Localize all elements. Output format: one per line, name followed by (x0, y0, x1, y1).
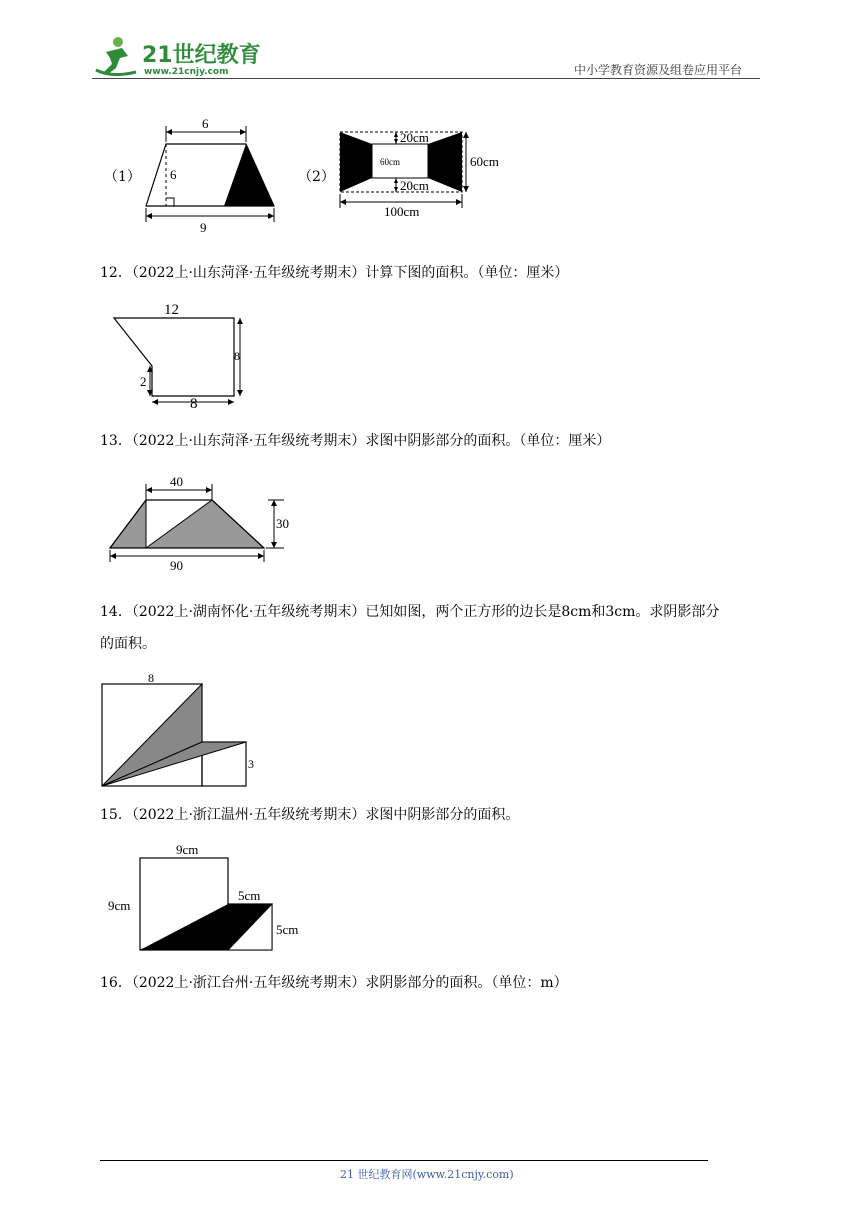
fig11-2-height-label: 60cm (470, 154, 499, 169)
fig11-label-2: （2） (298, 169, 335, 185)
fig11-2-width-label: 100cm (384, 204, 420, 219)
fig11-trapezoid-figure (138, 112, 283, 237)
fig11-2-mid-label: 60cm (380, 157, 400, 167)
fig12-top-label: 12 (164, 302, 179, 318)
header-logo (92, 34, 262, 78)
question-14-line-1: 14．（2022上·湖南怀化·五年级统考期末）已知如图，两个正方形的边长是8cm和3cm。求阴影部分 (100, 604, 720, 620)
fig14-big-label: 8 (148, 671, 154, 685)
fig13-height-label: 30 (276, 516, 289, 531)
fig12-left-label: 2 (140, 374, 147, 389)
logo-main-text: 21世纪教育 (142, 43, 261, 68)
fig11-2-bot-label: 20cm (400, 178, 429, 193)
footer-divider (100, 1160, 708, 1161)
fig12-right-label: 8 (234, 349, 240, 363)
fig15-left-label: 9cm (108, 898, 131, 913)
fig15-small-top-label: 5cm (238, 888, 261, 903)
fig12-bottom-label: 8 (190, 396, 198, 412)
footer-text: 21 世纪教育网(www.21cnjy.com) (340, 1168, 514, 1181)
fig11-2-top-label: 20cm (400, 130, 429, 145)
question-15: 15．（2022上·浙江温州·五年级统考期末）求图中阴影部分的面积。 (100, 807, 520, 823)
question-14-line-2: 的面积。 (100, 636, 156, 652)
header-divider (92, 78, 760, 79)
fig11-1-top-label: 6 (202, 116, 209, 131)
fig11-1-height-label: 6 (170, 167, 177, 182)
fig14-figure (96, 670, 266, 792)
fig13-figure (104, 470, 304, 578)
fig15-figure (104, 838, 314, 956)
fig15-top-label: 9cm (176, 842, 199, 857)
fig11-1-bottom-label: 9 (200, 220, 207, 235)
logo-url-text: www.21cnjy.com (144, 67, 229, 77)
fig11-label-1: （1） (104, 169, 141, 185)
fig13-top-label: 40 (170, 474, 183, 489)
fig11-bowtie-figure (332, 124, 512, 224)
question-13: 13．（2022上·山东菏泽·五年级统考期末）求图中阴影部分的面积。（单位：厘米） (100, 433, 611, 449)
fig15-small-right-label: 5cm (276, 922, 299, 937)
question-16: 16．（2022上·浙江台州·五年级统考期末）求阴影部分的面积。（单位：m） (100, 975, 568, 991)
fig12-figure (104, 298, 254, 412)
runner-logo-icon (92, 34, 262, 78)
question-12: 12．（2022上·山东菏泽·五年级统考期末）计算下图的面积。（单位：厘米） (100, 265, 569, 281)
fig14-small-label: 3 (248, 757, 254, 771)
fig13-bottom-label: 90 (170, 558, 183, 573)
header-platform-text: 中小学教育资源及组卷应用平台 (574, 63, 743, 77)
